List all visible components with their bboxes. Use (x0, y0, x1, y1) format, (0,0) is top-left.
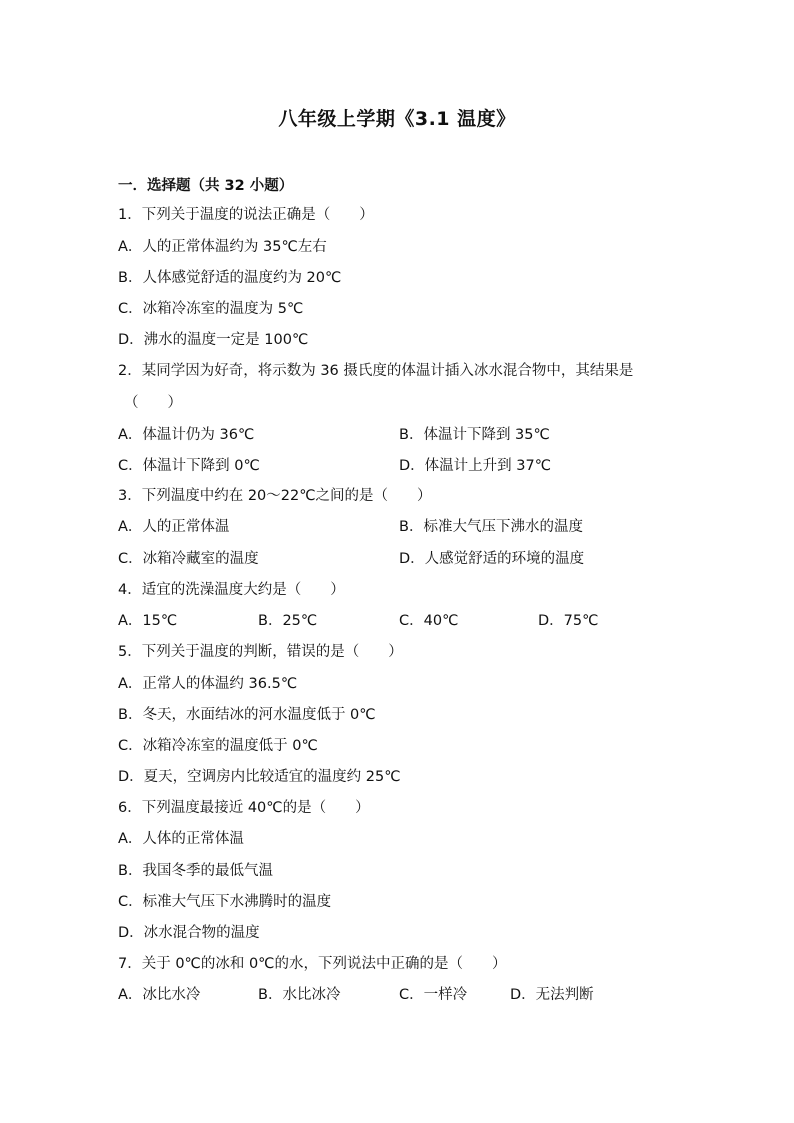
question-3-option-c: C．冰箱冷藏室的温度 (118, 551, 259, 567)
question-1-stem: 1．下列关于温度的说法正确是（ ） (118, 207, 374, 223)
question-6-option-b: B．我国冬季的最低气温 (118, 863, 273, 879)
question-3-stem: 3．下列温度中约在 20～22℃之间的是（ ） (118, 488, 432, 504)
question-1-option-b: B．人体感觉舒适的温度约为 20℃ (118, 270, 342, 286)
question-2-stem: 2．某同学因为好奇，将示数为 36 摄氏度的体温计插入冰水混合物中，其结果是 (118, 363, 634, 379)
question-1-option-a: A．人的正常体温约为 35℃左右 (118, 239, 327, 255)
question-2-option-b: B．体温计下降到 35℃ (399, 427, 550, 443)
question-3-option-d: D．人感觉舒适的环境的温度 (399, 551, 585, 567)
question-4-option-b: B．25℃ (258, 613, 318, 629)
question-6-stem: 6．下列温度最接近 40℃的是（ ） (118, 800, 370, 816)
question-5-option-c: C．冰箱冷冻室的温度低于 0℃ (118, 738, 318, 754)
question-2-option-a: A．体温计仍为 36℃ (118, 427, 255, 443)
question-4-option-a: A．15℃ (118, 613, 178, 629)
document-title: 八年级上学期《3.1 温度》 (278, 108, 516, 130)
question-2-option-c: C．体温计下降到 0℃ (118, 458, 260, 474)
question-7-option-a: A．冰比水冷 (118, 987, 201, 1003)
question-5-stem: 5．下列关于温度的判断，错误的是（ ） (118, 644, 403, 660)
question-5-option-b: B．冬天，水面结冰的河水温度低于 0℃ (118, 707, 376, 723)
question-6-option-d: D．冰水混合物的温度 (118, 925, 260, 941)
question-7-option-b: B．水比冰冷 (258, 987, 341, 1003)
question-7-option-d: D．无法判断 (510, 987, 594, 1003)
question-6-option-c: C．标准大气压下水沸腾时的温度 (118, 894, 332, 910)
question-5-option-a: A．正常人的体温约 36.5℃ (118, 676, 298, 692)
question-3-option-b: B．标准大气压下沸水的温度 (399, 519, 583, 535)
question-4-option-c: C．40℃ (399, 613, 459, 629)
section-heading: 一．选择题（共 32 小题） (118, 178, 294, 194)
question-6-option-a: A．人体的正常体温 (118, 831, 244, 847)
question-2-stem-bracket: （ ） (124, 395, 182, 411)
question-3-option-a: A．人的正常体温 (118, 519, 230, 535)
question-1-option-c: C．冰箱冷冻室的温度为 5℃ (118, 301, 304, 317)
question-1-option-d: D．沸水的温度一定是 100℃ (118, 332, 309, 348)
question-4-stem: 4．适宜的洗澡温度大约是（ ） (118, 582, 345, 598)
question-4-option-d: D．75℃ (538, 613, 599, 629)
question-2-option-d: D．体温计上升到 37℃ (399, 458, 552, 474)
question-7-stem: 7．关于 0℃的冰和 0℃的水，下列说法中正确的是（ ） (118, 956, 507, 972)
question-5-option-d: D．夏天，空调房内比较适宜的温度约 25℃ (118, 769, 401, 785)
question-7-option-c: C．一样冷 (399, 987, 468, 1003)
